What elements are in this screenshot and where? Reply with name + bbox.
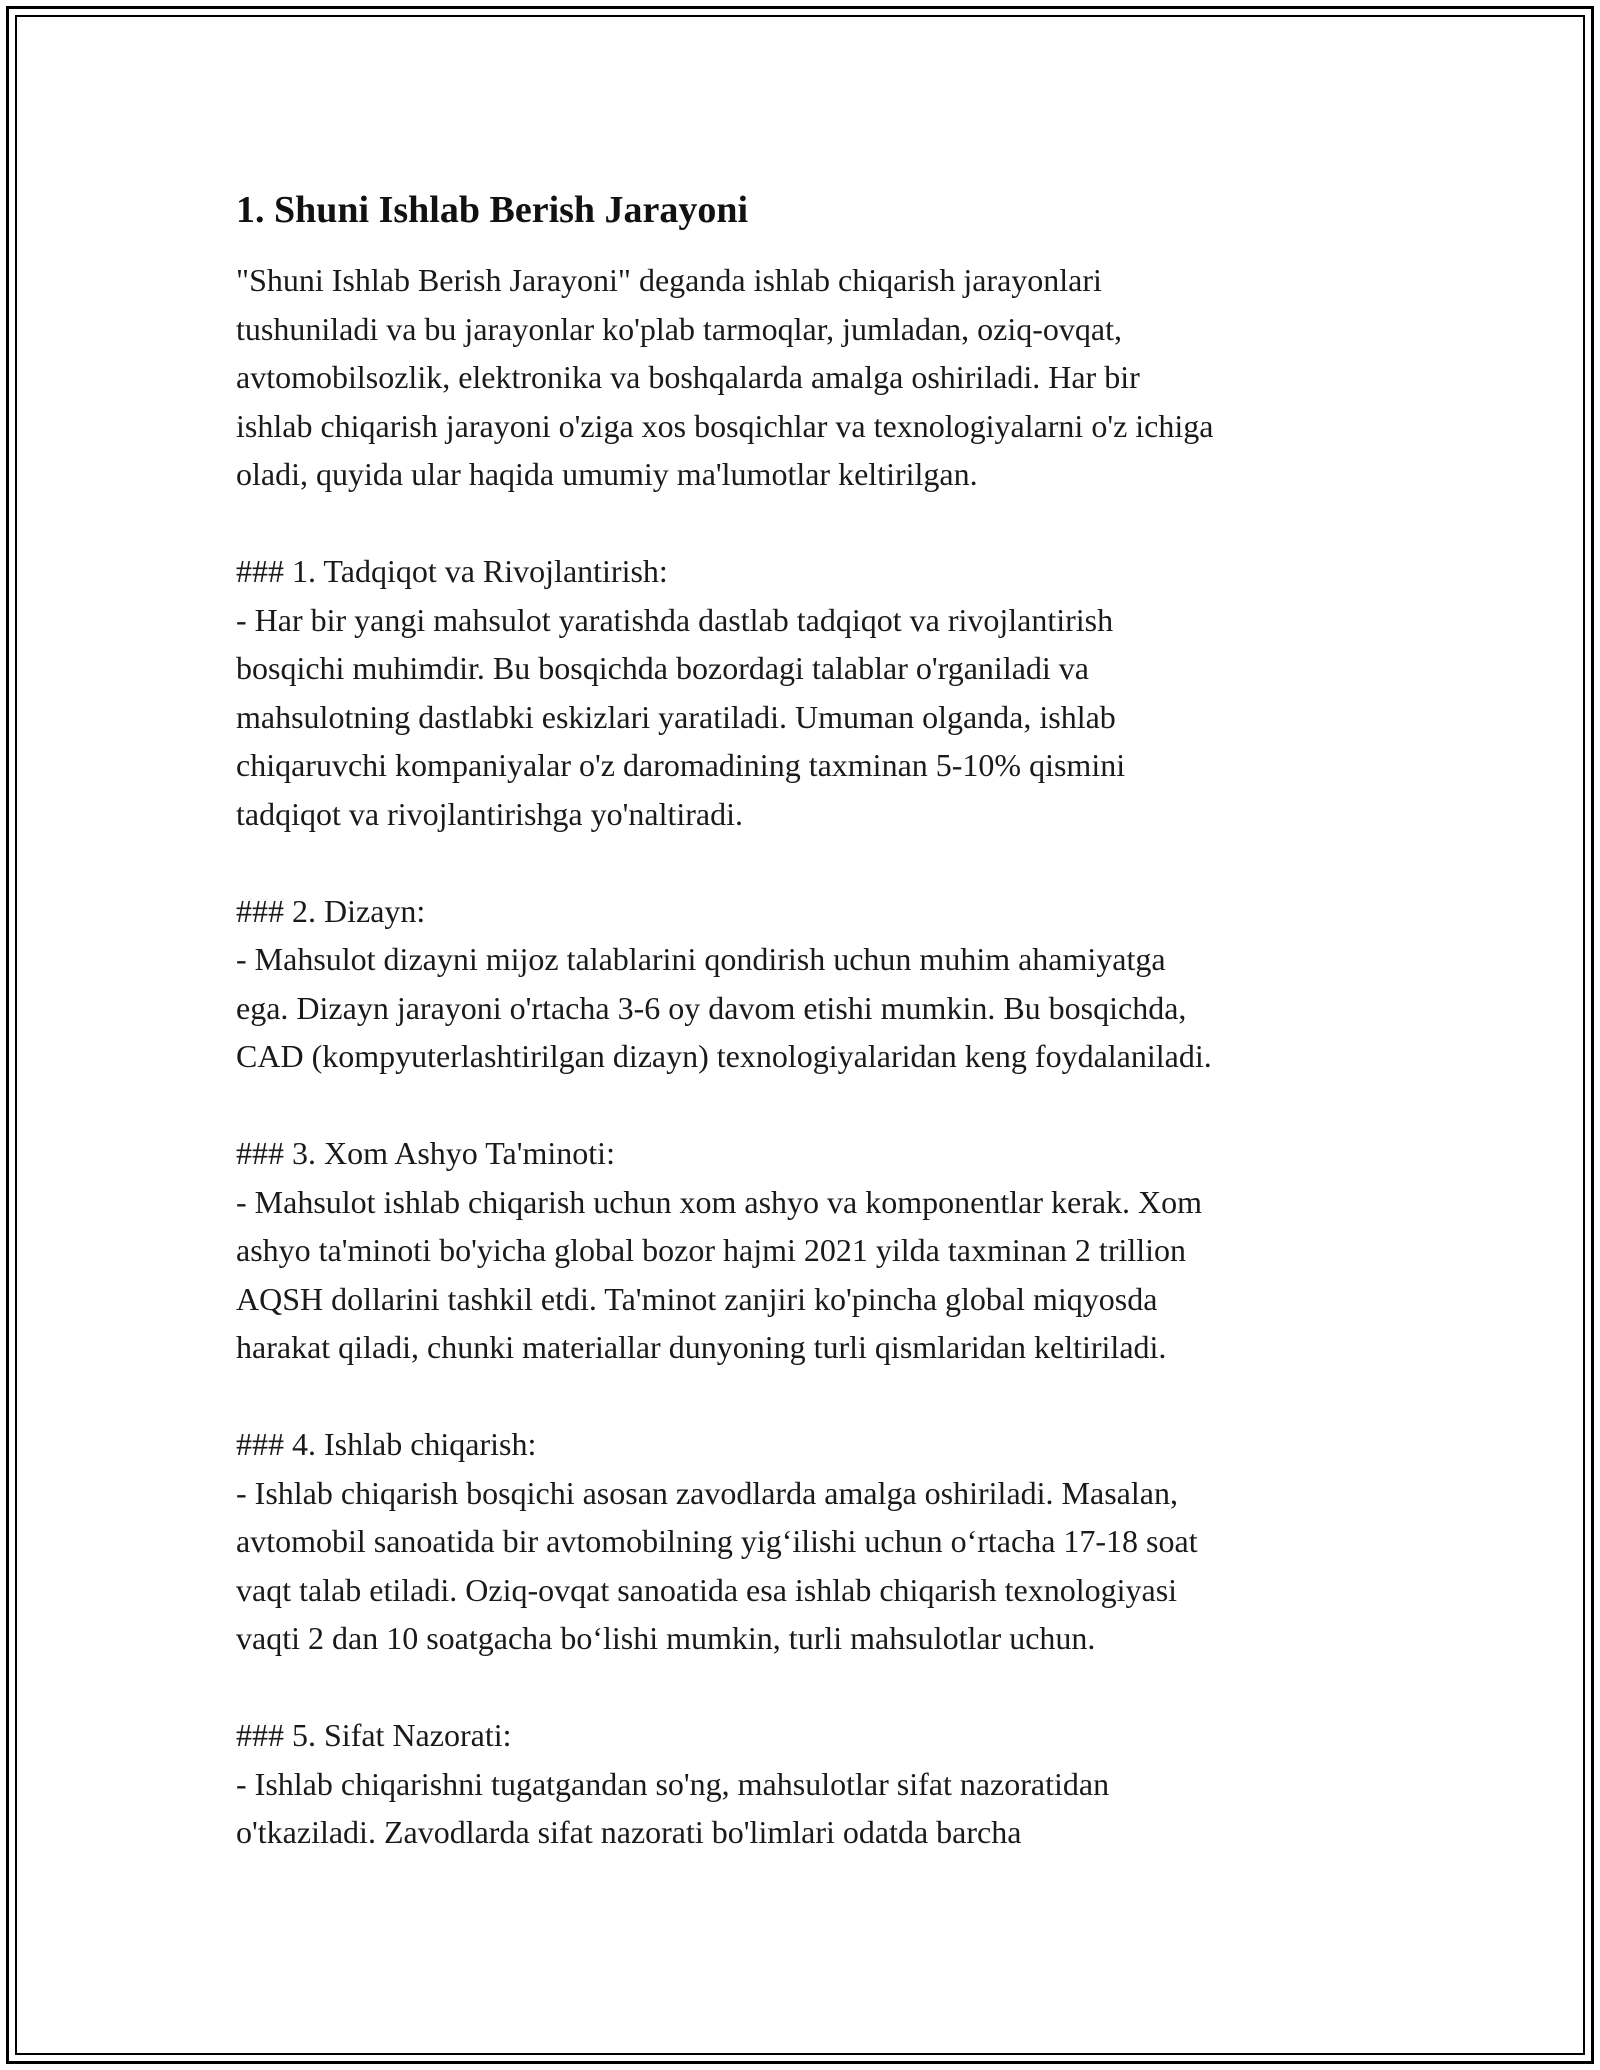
section-production xyxy=(236,1420,1386,1663)
document-title: 1. Shuni Ishlab Berish Jarayoni xyxy=(236,189,749,231)
section-heading: ### 4. Ishlab chiqarish: xyxy=(236,1426,537,1462)
section-heading: ### 3. Xom Ashyo Ta'minoti: xyxy=(236,1135,615,1171)
section-body: - Har bir yangi mahsulot yaratishda dastlab tadqiqot va rivojlantirish bosqichi muhimdir. Bu bosqichda bozordagi talablar o'rganiladi va mahsulotning dastlabki eskizlari yaratiladi. Umuman olganda, ishlab chiqaruvchi kompaniyalar o'z daromadining taxminan 5-10% qismini tadqiqot va rivojlantirishga yo'naltiradi. xyxy=(236,601,1126,832)
section-body: - Ishlab chiqarishni tugatgandan so'ng, mahsulotlar sifat nazoratidan o'tkaziladi. Zavodlarda sifat nazorati bo'limlari odatda barcha xyxy=(236,1765,1110,1850)
section-quality-control xyxy=(236,1711,1386,1857)
section-body: - Mahsulot ishlab chiqarish uchun xom ashyo va komponentlar kerak. Xom ashyo ta'minoti bo'yicha global bozor hajmi 2021 yilda taxminan 2 trillion AQSH dollarini tashkil etdi. Ta'minot zanjiri ko'pincha global miqyosda harakat qiladi, chunki materiallar dunyoning turli qismlaridan keltiriladi. xyxy=(236,1183,1203,1365)
section-heading: ### 1. Tadqiqot va Rivojlantirish: xyxy=(236,553,668,589)
section-body: - Ishlab chiqarish bosqichi asosan zavodlarda amalga oshiriladi. Masalan, avtomobil sanoatida bir avtomobilning yig‘ilishi uchun o‘rtacha 17-18 soat vaqt talab etiladi. Oziq-ovqat sanoatida esa ishlab chiqarish texnologiyasi vaqti 2 dan 10 soatgacha bo‘lishi mumkin, turli mahsulotlar uchun. xyxy=(236,1474,1198,1656)
section-body: - Mahsulot dizayni mijoz talablarini qondirish uchun muhim ahamiyatga ega. Dizayn jarayoni o'rtacha 3-6 oy davom etishi mumkin. Bu bosqichda, CAD (kompyuterlashtirilgan dizayn) texnologiyalaridan keng foydalaniladi. xyxy=(236,941,1212,1074)
section-research xyxy=(236,547,1386,838)
intro-paragraph: "Shuni Ishlab Berish Jarayoni" deganda ishlab chiqarish jarayonlari tushuniladi va bu jarayonlar ko'plab tarmoqlar, jumladan, oziq-ovqat, avtomobilsozlik, elektronika va boshqalarda amalga oshiriladi. Har bir ishlab chiqarish jarayoni o'ziga xos bosqichlar va texnologiyalarni o'z ichiga oladi, quyida ular haqida umumiy ma'lumotlar keltirilgan. xyxy=(236,262,1214,492)
section-raw-materials xyxy=(236,1129,1386,1372)
section-heading: ### 2. Dizayn: xyxy=(236,892,426,929)
section-heading: ### 5. Sifat Nazorati: xyxy=(236,1717,512,1753)
document-body xyxy=(236,186,1386,1857)
section-design xyxy=(236,887,1386,1081)
